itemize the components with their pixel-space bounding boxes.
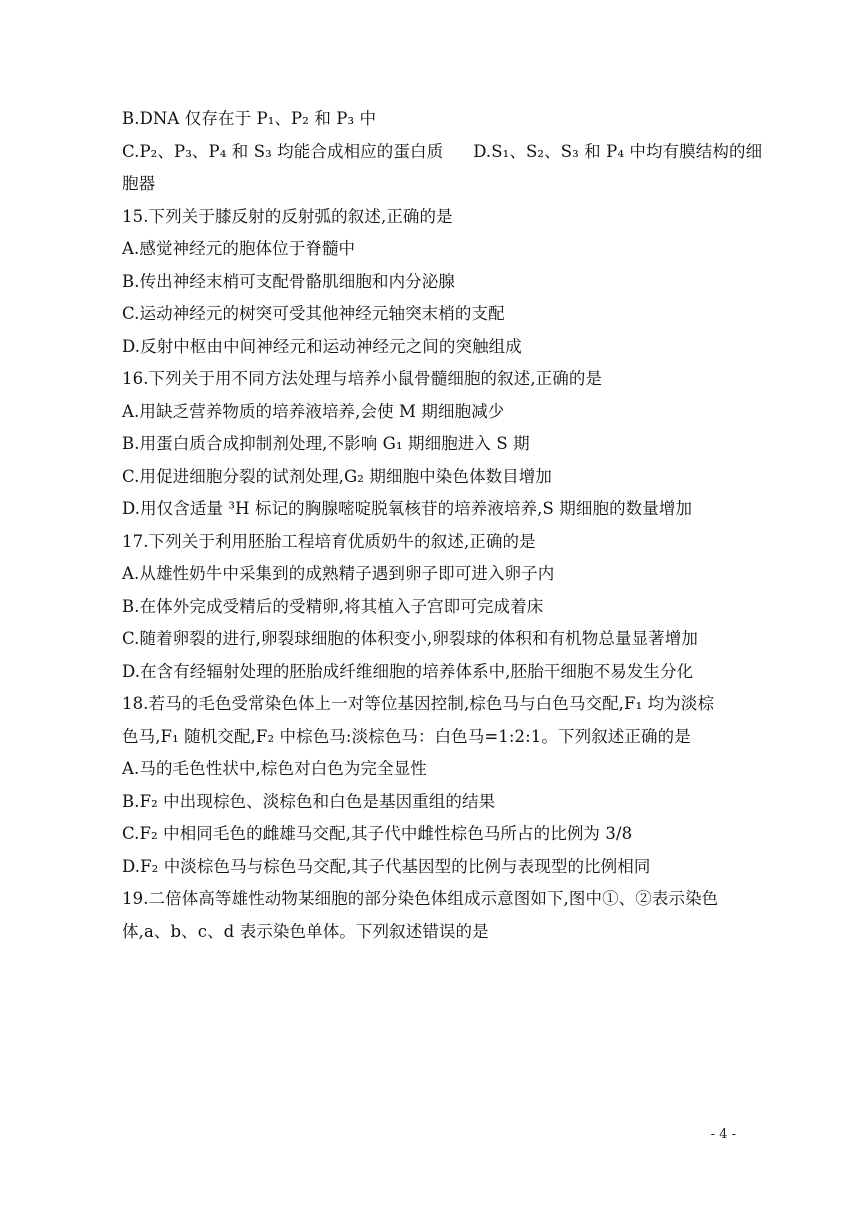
- text-segment: 19.二倍体高等雄性动物某细胞的部分染色体组成示意图如下,图中①、②表示染色: [122, 889, 719, 908]
- text-segment: B.F₂ 中出现棕色、淡棕色和白色是基因重组的结果: [122, 791, 496, 811]
- text-segment: C.P₂、P₃、P₄ 和 S₃ 均能合成相应的蛋白质: [122, 141, 444, 161]
- text-line: [122, 363, 752, 396]
- text-line: [122, 558, 752, 591]
- text-line: [122, 266, 752, 299]
- text-segment: 15.下列关于膝反射的反射弧的叙述,正确的是: [122, 206, 453, 226]
- text-line: [122, 786, 752, 819]
- text-segment: B.用蛋白质合成抑制剂处理,不影响 G₁ 期细胞进入 S 期: [122, 434, 530, 453]
- text-segment: A.马的毛色性状中,棕色对白色为完全显性: [122, 759, 427, 778]
- text-line: [122, 688, 752, 721]
- text-line: [122, 298, 752, 331]
- text-line: [122, 883, 752, 916]
- text-line: [122, 103, 752, 136]
- text-segment: 17.下列关于利用胚胎工程培育优质奶牛的叙述,正确的是: [122, 531, 536, 551]
- text-line: [122, 331, 752, 364]
- text-segment: D.用仅含适量 ³H 标记的胸腺嘧啶脱氧核苷的培养液培养,S 期细胞的数量增加: [122, 499, 693, 518]
- text-line: [122, 623, 752, 656]
- text-segment: D.F₂ 中淡棕色马与棕色马交配,其子代基因型的比例与表现型的比例相同: [122, 856, 651, 876]
- text-line: [122, 201, 752, 234]
- text-segment: 18.若马的毛色受常染色体上一对等位基因控制,棕色马与白色马交配,F₁ 均为淡棕: [122, 694, 715, 713]
- text-line: [122, 233, 752, 266]
- text-line: [122, 591, 752, 624]
- text-segment: A.感觉神经元的胞体位于脊髓中: [122, 239, 356, 258]
- text-segment: C.F₂ 中相同毛色的雌雄马交配,其子代中雌性棕色马所占的比例为 3/8: [122, 824, 633, 843]
- text-line: [122, 136, 763, 169]
- text-line: [122, 493, 752, 526]
- text-segment: 16.下列关于用不同方法处理与培养小鼠骨髓细胞的叙述,正确的是: [122, 369, 603, 388]
- text-line: [122, 753, 752, 786]
- text-line: [122, 851, 752, 884]
- text-segment: C.用促进细胞分裂的试剂处理,G₂ 期细胞中染色体数目增加: [122, 466, 552, 486]
- document-body: [122, 103, 763, 948]
- text-segment: D.反射中枢由中间神经元和运动神经元之间的突触组成: [122, 336, 522, 356]
- text-line: [122, 396, 752, 429]
- text-segment: 胞器: [122, 174, 156, 193]
- text-segment: C.运动神经元的树突可受其他神经元轴突末梢的支配: [122, 304, 505, 323]
- text-segment: 体,a、b、c、d 表示染色单体。下列叙述错误的是: [122, 921, 489, 941]
- text-segment: A.用缺乏营养物质的培养液培养,会使 M 期细胞减少: [122, 401, 505, 421]
- text-line: [122, 721, 752, 754]
- text-line: [122, 526, 752, 559]
- text-segment: D.S₁、S₂、S₃ 和 P₄ 中均有膜结构的细: [473, 141, 763, 161]
- text-segment: 色马,F₁ 随机交配,F₂ 中棕色马:淡棕色马：白色马=1:2:1。下列叙述正确的是: [122, 726, 691, 746]
- text-segment: B.传出神经末梢可支配骨骼肌细胞和内分泌腺: [122, 271, 455, 291]
- text-line: [122, 168, 752, 201]
- text-line: [122, 916, 752, 949]
- text-line: [122, 461, 752, 494]
- text-line: [122, 818, 752, 851]
- text-line: [122, 428, 752, 461]
- text-segment: B.在体外完成受精后的受精卵,将其植入子宫即可完成着床: [122, 596, 544, 616]
- text-segment: D.在含有经辐射处理的胚胎成纤维细胞的培养体系中,胚胎干细胞不易发生分化: [122, 661, 694, 681]
- text-segment: B.DNA 仅存在于 P₁、P₂ 和 P₃ 中: [122, 109, 377, 128]
- text-segment: C.随着卵裂的进行,卵裂球细胞的体积变小,卵裂球的体积和有机物总量显著增加: [122, 629, 698, 648]
- text-line: [122, 656, 752, 689]
- page-number: - 4 -: [710, 1127, 736, 1142]
- text-segment: A.从雄性奶牛中采集到的成熟精子遇到卵子即可进入卵子内: [122, 564, 555, 583]
